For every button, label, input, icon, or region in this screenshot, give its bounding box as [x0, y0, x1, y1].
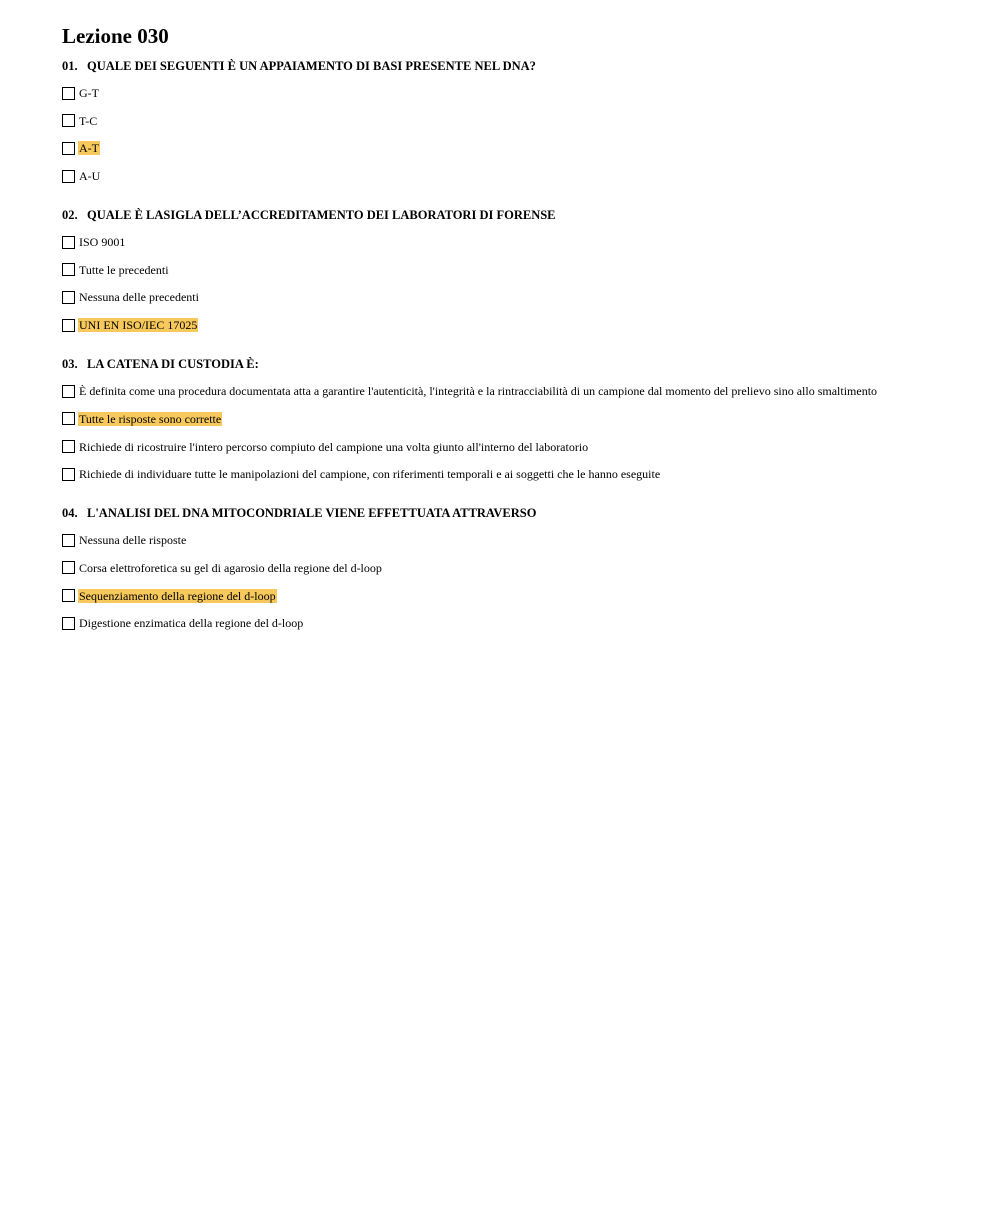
answer-option[interactable] — [62, 615, 962, 631]
answer-label: Richiede di individuare tutte le manipolazioni del campione, con riferimenti temporali e ai soggetti che le hanno eseguite — [79, 467, 661, 482]
answer-label: G-T — [79, 86, 99, 100]
question-block — [62, 356, 962, 482]
checkbox[interactable] — [62, 412, 75, 425]
checkbox[interactable] — [62, 170, 75, 183]
answer-option[interactable] — [62, 317, 962, 333]
question-heading — [62, 207, 962, 223]
checkbox[interactable] — [62, 142, 75, 155]
answer-option[interactable] — [62, 140, 962, 156]
answer-option[interactable] — [62, 262, 962, 278]
checkbox[interactable] — [62, 291, 75, 304]
answer-options — [62, 383, 962, 482]
answer-option[interactable] — [62, 289, 962, 305]
checkbox[interactable] — [62, 617, 75, 630]
question-block — [62, 207, 962, 333]
answer-option[interactable] — [62, 532, 962, 548]
checkbox[interactable] — [62, 114, 75, 127]
answer-label: A-T — [79, 141, 99, 156]
answer-label: A-U — [79, 169, 101, 184]
answer-label: UNI EN ISO/IEC 17025 — [79, 318, 198, 333]
answer-option[interactable] — [62, 411, 962, 427]
answer-option[interactable] — [62, 439, 962, 455]
checkbox[interactable] — [62, 561, 75, 574]
quiz-page — [62, 24, 962, 631]
answer-label: Corsa elettroforetica su gel di agarosio della regione del d-loop — [79, 560, 382, 575]
answer-label: Digestione enzimatica della regione del d-loop — [79, 616, 304, 631]
answer-options — [62, 532, 962, 631]
page-title: Lezione 030 — [62, 24, 169, 48]
checkbox[interactable] — [62, 263, 75, 276]
question-block — [62, 58, 962, 184]
checkbox[interactable] — [62, 468, 75, 481]
answer-label: Sequenziamento della regione del d-loop — [79, 588, 276, 603]
answer-options — [62, 85, 962, 184]
question-number: 03. — [62, 357, 78, 372]
answer-label: Nessuna delle risposte — [79, 533, 187, 548]
answer-option[interactable] — [62, 168, 962, 184]
question-text: LA CATENA DI CUSTODIA È: — [87, 357, 259, 372]
question-text: QUALE È LASIGLA DELL’ACCREDITAMENTO DEI LABORATORI DI FORENSE — [87, 208, 556, 223]
checkbox[interactable] — [62, 589, 75, 602]
answer-option[interactable] — [62, 383, 962, 399]
answer-label: T-C — [79, 113, 98, 128]
question-text: QUALE DEI SEGUENTI È UN APPAIAMENTO DI BASI PRESENTE NEL DNA? — [87, 59, 536, 73]
checkbox[interactable] — [62, 534, 75, 547]
question-heading — [62, 58, 962, 74]
question-number: 02. — [62, 208, 78, 223]
answer-option[interactable] — [62, 85, 962, 101]
question-heading — [62, 356, 962, 372]
answer-label: Nessuna delle precedenti — [79, 290, 199, 305]
checkbox[interactable] — [62, 385, 75, 398]
answer-label: Tutte le risposte sono corrette — [79, 411, 222, 426]
checkbox[interactable] — [62, 440, 75, 453]
answer-label: ISO 9001 — [79, 235, 126, 250]
answer-option[interactable] — [62, 588, 962, 604]
answer-options — [62, 234, 962, 333]
answer-label: È definita come una procedura documentata atta a garantire l'autenticità, l'integrità e la rintracciabilità di un campione dal momento del prelievo sino allo smaltimento — [79, 384, 878, 399]
answer-label: Tutte le precedenti — [79, 262, 169, 277]
question-number: 01. — [62, 59, 78, 73]
question-number: 04. — [62, 506, 78, 521]
checkbox[interactable] — [62, 319, 75, 332]
answer-option[interactable] — [62, 234, 962, 250]
question-block — [62, 505, 962, 631]
answer-option[interactable] — [62, 113, 962, 129]
checkbox[interactable] — [62, 87, 75, 100]
answer-option[interactable] — [62, 560, 962, 576]
answer-option[interactable] — [62, 466, 962, 482]
question-text: L'ANALISI DEL DNA MITOCONDRIALE VIENE EFFETTUATA ATTRAVERSO — [87, 506, 537, 521]
checkbox[interactable] — [62, 236, 75, 249]
question-heading — [62, 505, 962, 521]
answer-label: Richiede di ricostruire l'intero percorso compiuto del campione una volta giunto all'interno del laboratorio — [79, 439, 589, 454]
